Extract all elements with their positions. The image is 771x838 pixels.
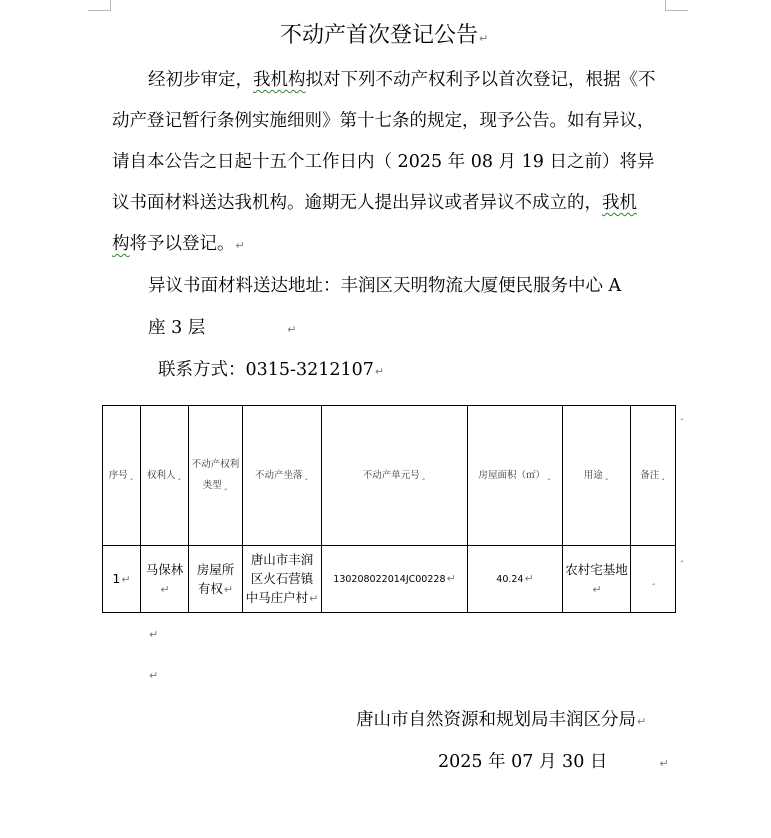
cell-no: 1↵: [103, 546, 141, 613]
header-cell-no: 序号¸: [103, 406, 141, 546]
empty-paragraph-mark: ↵: [149, 669, 159, 682]
contact-info: 联系方式：0315-3212107↵: [158, 360, 385, 380]
header-cell-area: 房屋面积（㎡）¸: [468, 406, 563, 546]
signature-date: 2025 年 07 月 30 日 ↵: [438, 752, 669, 772]
row-end-mark: ¸: [679, 408, 685, 421]
cell-usage: 农村宅基地↵: [563, 546, 631, 613]
signature-organization: 唐山市自然资源和规划局丰润区分局↵: [356, 710, 647, 730]
header-cell-location: 不动产坐落¸: [243, 406, 322, 546]
empty-paragraph-mark: ↵: [149, 628, 159, 641]
paragraph-line-4: 议书面材料送达我机构。逾期无人提出异议或者异议不成立的，我机: [112, 193, 637, 213]
cell-owner: 马保林↵: [141, 546, 189, 613]
header-cell-right-type: 不动产权利类型¸: [189, 406, 243, 546]
paragraph-line-5: 构将予以登记。↵: [112, 234, 245, 254]
address-line-1: 异议书面材料送达地址：丰润区天明物流大厦便民服务中心 A: [148, 276, 622, 296]
page-corner-mark-right: [665, 0, 688, 11]
page-corner-mark-left: [88, 0, 111, 11]
cell-right-type: 房屋所有权↵: [189, 546, 243, 613]
table-row: [103, 546, 676, 613]
header-cell-owner: 权利人¸: [141, 406, 189, 546]
cell-remark: ¸: [631, 546, 676, 613]
header-cell-unit-no: 不动产单元号¸: [322, 406, 468, 546]
row-end-mark: ¸: [679, 550, 685, 563]
spellcheck-underlined-text: 我机构: [253, 70, 306, 90]
document-title: 不动产首次登记公告↵: [280, 23, 489, 48]
paragraph-line-2: 动产登记暂行条例实施细则》第十七条的规定，现予公告。如有异议，: [112, 111, 655, 131]
header-cell-usage: 用途¸: [563, 406, 631, 546]
table-header-row: [103, 406, 676, 546]
cell-unit-no: 130208022014JC00228↵: [322, 546, 468, 613]
header-cell-remark: 备注¸: [631, 406, 676, 546]
cell-area: 40.24↵: [468, 546, 563, 613]
registration-table: [102, 405, 676, 613]
cell-location: 唐山市丰润区火石营镇中马庄户村↵: [243, 546, 322, 613]
address-line-2: 座 3 层 ↵: [148, 318, 297, 338]
paragraph-line-1: 经初步审定，我机构拟对下列不动产权利予以首次登记，根据《不: [148, 70, 656, 90]
paragraph-line-3: 请自本公告之日起十五个工作日内（ 2025 年 08 月 19 日之前）将异: [112, 152, 655, 172]
